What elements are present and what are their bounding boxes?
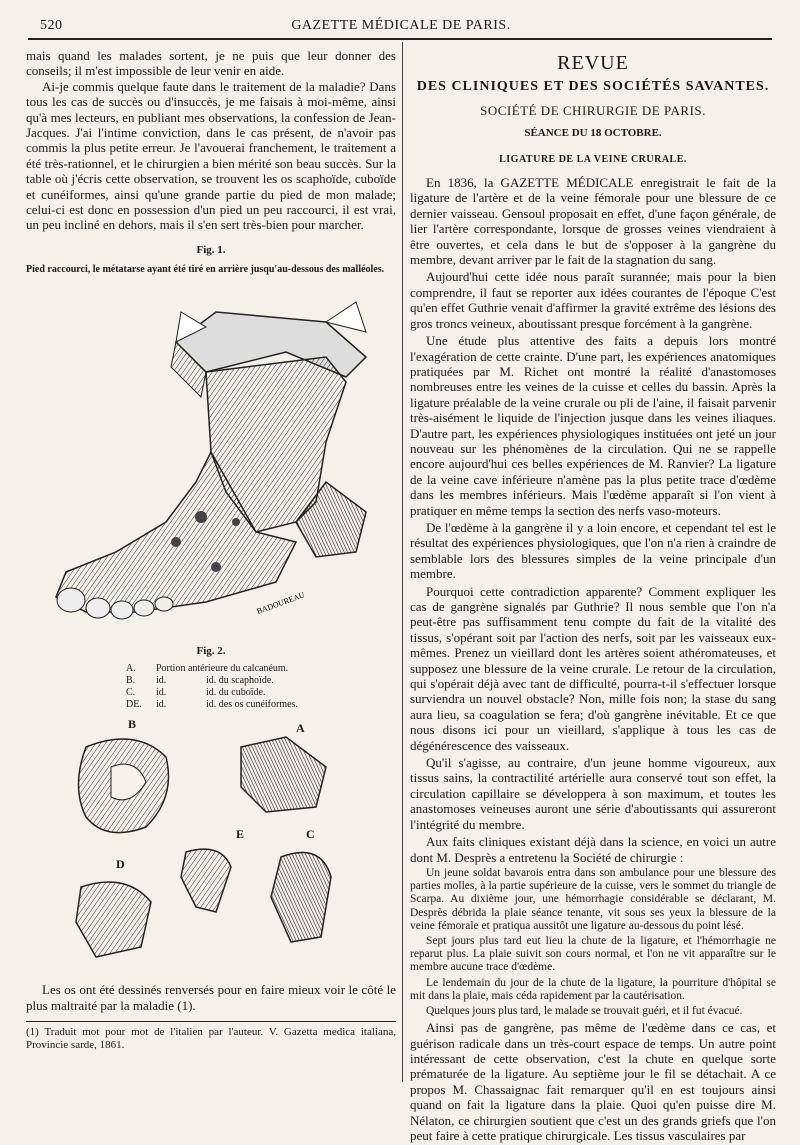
right-paragraph-12: Ainsi pas de gangrène, pas même de l'œdème dans ce cas, et guérison radicale dans un très-court espace de temps. Un autre point intéressant de cette observation, c'est la chute en quelque sorte prématurée de la ligature. Au septième jour le fil se détachait. A ce propos M. Chassaignac fait remarquer qu'il en est toujours ainsi quand on fait la ligature dans la plaie. Quoi qu'en puisse dire M. Nélaton, ce chirurgien soutient que c'est un des grands griefs que l'on peut faire à cette pratique chirurgicale. Les tissus vasculaires par bbox=[410, 1020, 776, 1143]
section-subtitle: DES CLINIQUES ET DES SOCIÉTÉS SAVANTES. bbox=[416, 79, 770, 95]
figure-2-legend bbox=[126, 663, 396, 711]
right-paragraph-10: Le lendemain du jour de la chute de la ligature, la pourriture d'hôpital se mit dans la plaie, mais céda rapidement par la cautérisation. bbox=[410, 976, 776, 1002]
column-divider bbox=[402, 42, 403, 1082]
right-paragraph-6: Qu'il s'agisse, au contraire, d'un jeune homme vigoureux, aux tissus sains, la contractilité artérielle aura conservé tout son effet, la circulation capillaire se développera à son maximum, et toutes les anastomoses veineuses auront une série d'aboutissants qui assureront l'intégrité du membre. bbox=[410, 755, 776, 832]
page-number: 520 bbox=[40, 18, 63, 33]
left-paragraph-1: mais quand les malades sortent, je ne puis que leur donner des conseils; il m'est impossible de leur venir en aide. bbox=[26, 48, 396, 79]
session-heading: SÉANCE DU 18 OCTOBRE. bbox=[524, 127, 662, 140]
bone-label-e: E bbox=[236, 827, 245, 842]
figure-2-title: Fig. 2. bbox=[196, 644, 226, 657]
figure-2-bones-engraving bbox=[26, 717, 396, 982]
right-paragraph-3: Une étude plus attentive des faits a depuis lors montré l'exagération de cette crainte. D'une part, les expériences anatomiques pratiquées par M. Richet ont montré la réalité d'anastomoses nombreuses entre les veines de la cuisse et celles du bassin. Après la ligature préalable de la veine crurale ou pli de l'aine, il faisait parvenir très-aisément le liquide de l'injection jusque dans les veines iliaques. D'autre part, les expériences physiologiques instituées ont jeté un jour nouveau sur les phénomènes de la circulation. Qui ne se rappelle encore aujourd'hui ces belles expériences de M. Ranvier? La ligature de la veine cave inférieure n'amène pas la plus petite trace d'œdème dans les membres inférieurs. Mais l'œdème apparaît si l'on vient à pratiquer en même temps la section des nerfs vaso-moteurs. bbox=[410, 333, 776, 518]
header-rule bbox=[28, 38, 772, 40]
right-paragraph-8: Un jeune soldat bavarois entra dans son ambulance pour une blessure des parties molles, à la partie supérieure de la cuisse, vers le sommet du triangle de Scarpa. Au dixième jour, une hémorrhagie considérable se déclarant, M. Desprès débrida la plaie séance tenante, vit sous ses yeux la blessure de la veine fémorale et pratiqua aussitôt une ligature au-dessous du point lésé. bbox=[410, 866, 776, 932]
article-heading: LIGATURE DE LA VEINE CRURALE. bbox=[499, 153, 687, 165]
legend-row: B. id. id. du scaphoïde. bbox=[126, 675, 274, 687]
engraver-signature: BADOUREAU bbox=[255, 589, 306, 616]
bones-illustration bbox=[26, 717, 396, 982]
right-paragraph-11: Quelques jours plus tard, le malade se trouvait guéri, et il fut évacué. bbox=[426, 1004, 743, 1017]
section-title-revue: REVUE bbox=[557, 52, 629, 74]
right-paragraph-5: Pourquoi cette contradiction apparente? Comment expliquer les cas de gangrène signalés par Guthrie? Il nous semble que l'on n'a peut-être pas suffisamment tenu compte du fait de la vitalité des tissus, s'opérant soit par l'action des nerfs, soit par les vaisseaux eux-mêmes. Prenez un vieillard dont les artères soient athéromateuses, et supposez une blessure de la veine crurale. Le retour de la circulation, qui s'opérait déjà avec tant de difficulté, pourra-t-il s'effectuer lorsque surviendra un nouvel obstacle? Non, mille fois non; la stase du sang aura lieu, sa coagulation se fera; d'où gangrène inévitable. Et ce que nous disons ici pour un vieillard, s'applique à tous les cas de dégénérescence des vaisseaux. bbox=[410, 583, 776, 753]
bone-label-b: B bbox=[128, 717, 137, 732]
right-column bbox=[410, 52, 776, 1145]
right-paragraph-9: Sept jours plus tard eut lieu la chute de la ligature, et l'hémorrhagie ne reparut plus. La plaie suivit son cours normal, et l'on ne vit apparaître sur le membre aucune trace d'œdème. bbox=[410, 934, 776, 974]
journal-title: GAZETTE MÉDICALE DE PARIS. bbox=[291, 18, 511, 33]
footnote-rule bbox=[26, 1021, 396, 1022]
figure-1-foot-engraving bbox=[26, 282, 396, 642]
legend-row: DE. id. id. des os cunéiformes. bbox=[126, 699, 298, 711]
left-paragraph-2: Ai-je commis quelque faute dans le traitement de la maladie? Dans tous les cas de succès ou d'insuccès, je me faisais à moi-même, ainsi qu'à mes lecteurs, en publiant mes observations, la confession de Jean-Jacques. J'ai l'intime conviction, dans le cas présent, de n'avoir pas commis la plus petite erreur. Je l'avouerai franchement, le traitement a été très-rationnel, et le chirurgien a bien mérité son beau succès. Sur la table où j'écris cette observation, se trouvent les os scaphoïde, cuboïde et cunéiformes, ainsi qu'une grande partie du pied de mon malade; celui-ci est donc en possession d'un pied un peu raccourci, il est vrai, un peu incliné en dehors, mais il s'en sert très-bien pour marcher. bbox=[26, 78, 396, 233]
left-column bbox=[26, 48, 396, 1052]
left-paragraph-3: Les os ont été dessinés renversés pour en faire mieux voir le côté le plus maltraité par la maladie (1). bbox=[26, 982, 396, 1013]
footnote: (1) Traduit mot pour mot de l'italien par l'auteur. V. Gazetta medica italiana, Provincie sarde, 1861. bbox=[26, 1025, 396, 1051]
figure-1-caption: Pied raccourci, le métatarse ayant été tiré en arrière jusqu'au-dessous des malléoles. bbox=[26, 264, 385, 276]
legend-row: C. id. id. du cuboïde. bbox=[126, 687, 266, 699]
bone-label-a: A bbox=[296, 721, 305, 736]
right-paragraph-7: Aux faits cliniques existant déjà dans la science, en voici un autre dont M. Desprès a entretenu la Société de chirurgie : bbox=[410, 834, 776, 865]
bone-label-c: C bbox=[306, 827, 315, 842]
right-paragraph-1: En 1836, la GAZETTE MÉDICALE enregistrait le fait de la ligature de l'artère et de la veine fémorale pour une blessure de ce dernier vaisseau. Gensoul proposait en effet, d'une façon générale, de lier l'artère correspondante, lorsque de grosses veines viendraient à être ouvertes, et cela dans le but de s'opposer à la gangrène du membre, devant arriver par le fait de la stagnation du sang. bbox=[410, 175, 776, 268]
right-paragraph-2: Aujourd'hui cette idée nous paraît surannée; mais pour la bien comprendre, il faut se reporter aux idées courantes de l'époque C'est qu'en effet Guthrie venait d'affirmer la gravité extrême des lésions des gros troncs veineux, aboutissant presque forcément à la gangrène. bbox=[410, 269, 776, 331]
figure-1-title: Fig. 1. bbox=[196, 243, 226, 256]
page-header bbox=[30, 14, 772, 36]
society-heading: SOCIÉTÉ DE CHIRURGIE DE PARIS. bbox=[480, 102, 706, 118]
foot-illustration bbox=[26, 282, 396, 642]
right-paragraph-4: De l'œdème à la gangrène il y a loin encore, et cependant tel est le résultat des expériences physiologiques, que l'on n'a rien à craindre de semblable lors des blessures simples de la veine principale d'un membre. bbox=[410, 519, 776, 582]
bone-label-d: D bbox=[116, 857, 125, 872]
legend-row: A. Portion antérieure du calcanéum. bbox=[126, 663, 289, 675]
